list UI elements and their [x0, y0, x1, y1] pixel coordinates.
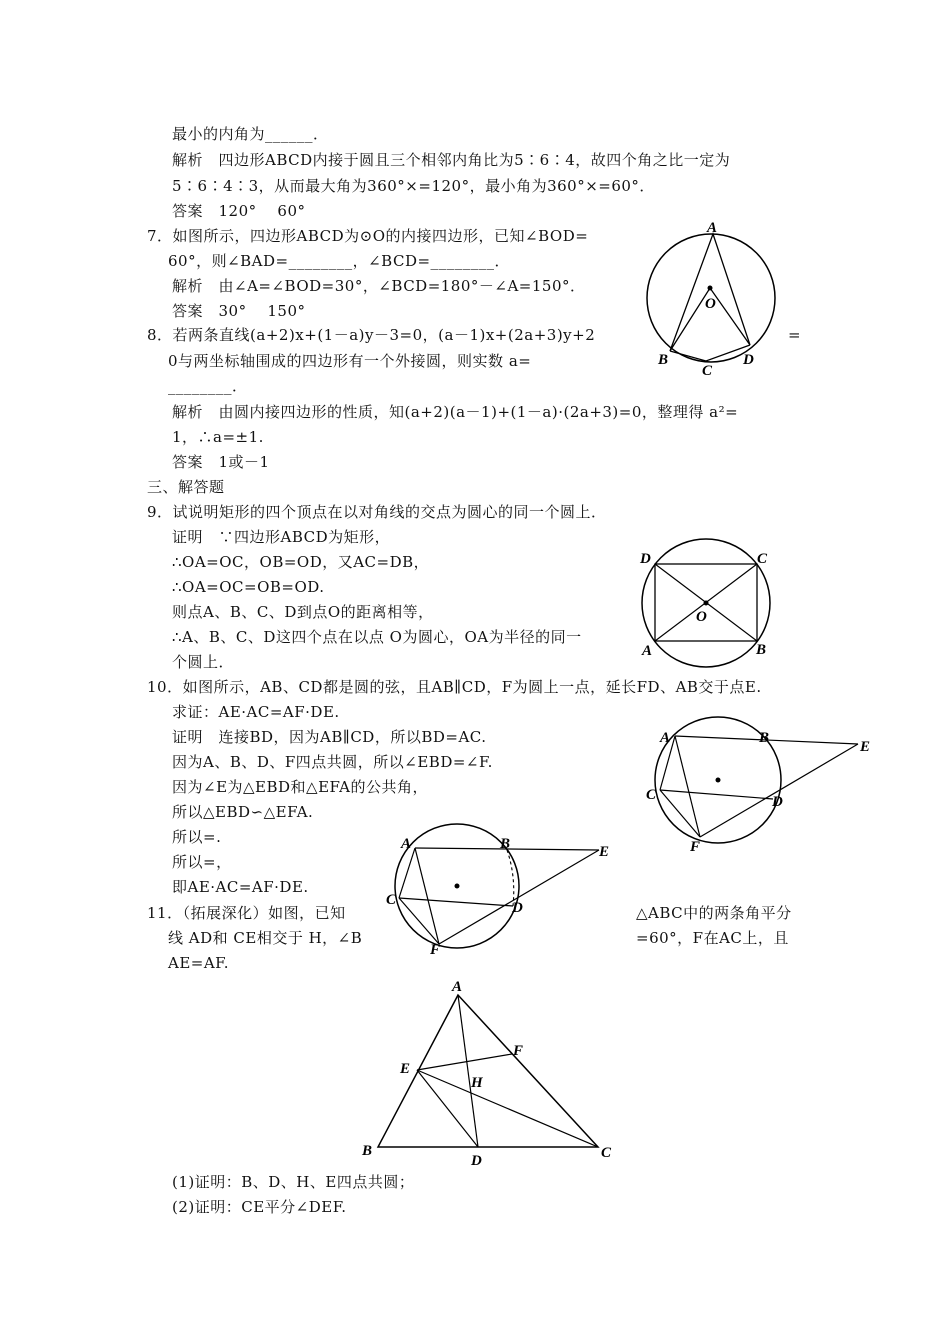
point-label: A [660, 730, 671, 746]
point-label: D [743, 352, 754, 368]
point-label: D [471, 1153, 482, 1169]
text-line: 60°，则∠BAD=________，∠BCD=________． [168, 252, 511, 270]
text-line: 则点A、B、C、D到点O的距离相等， [172, 603, 434, 621]
point-label: B [759, 730, 770, 746]
text-line: 所以△EBD∽△EFA. [172, 803, 314, 821]
text-line: 线 AD和 CE相交于 H，∠B [168, 929, 363, 947]
point-label: O [696, 609, 707, 625]
point-label: D [640, 551, 651, 567]
text-line: ∴OA=OC=OB=OD. [172, 578, 325, 596]
point-label: E [400, 1061, 411, 1077]
point-label: A [642, 643, 653, 659]
text-line: 解析 由∠A=∠BOD=30°，∠BCD=180°－∠A=150°． [172, 277, 586, 295]
text-line: AE=AF. [168, 954, 230, 972]
figure-7-circle-quadrilateral [640, 218, 790, 378]
figure-11-triangle [358, 975, 628, 1170]
point-label: H [471, 1075, 483, 1091]
text-line: 证明 ∵四边形ABCD为矩形， [172, 528, 391, 546]
text-line: 即AE·AC=AF·DE. [172, 878, 309, 896]
point-label: F [690, 839, 701, 855]
problem-7: 7．如图所示，四边形ABCD为⊙O的内接四边形，已知∠BOD= [147, 227, 589, 245]
text-line: (2)证明：CE平分∠DEF. [172, 1198, 347, 1216]
point-label: A [707, 220, 718, 236]
text-line: 解析 由圆内接四边形的性质，知(a+2)(a－1)+(1－a)·(2a+3)=0，整理得 a²= [172, 403, 739, 421]
point-label: F [430, 942, 441, 958]
text-line: 解析 四边形ABCD内接于圆且三个相邻内角比为5∶6∶4，故四个角之比一定为 [172, 151, 731, 169]
point-label: E [599, 844, 610, 860]
point-label: F [513, 1043, 524, 1059]
figure-10-solution-diagram [385, 826, 625, 960]
text-line: 所以=. [172, 828, 222, 846]
text-line: 0与两坐标轴围成的四边形有一个外接圆，则实数 a= [168, 352, 532, 370]
point-label: B [362, 1143, 373, 1159]
text-line: 1，∴a=±1. [172, 428, 264, 446]
text-line: 最小的内角为______． [172, 125, 329, 143]
text-line: 答案 1或－1 [172, 453, 270, 471]
point-label: D [772, 794, 783, 810]
point-label: O [705, 296, 716, 312]
point-label: C [646, 787, 657, 803]
text-line: ________． [168, 377, 248, 395]
text-line: (1)证明：B、D、H、E四点共圆； [172, 1173, 415, 1191]
text-line: = [788, 326, 802, 344]
figure-10-diagram [640, 720, 880, 860]
text-line: 因为∠E为△EBD和△EFA的公共角， [172, 778, 428, 796]
point-label: A [452, 979, 463, 995]
point-label: B [500, 836, 511, 852]
figure-9-rectangle-circle [638, 530, 778, 675]
section-heading: 三、解答题 [147, 478, 225, 496]
point-label: B [658, 352, 669, 368]
problem-8: 8．若两条直线(a+2)x+(1－a)y－3=0，(a－1)x+(2a+3)y+2 [147, 326, 596, 344]
text-line: 证明 连接BD，因为AB∥CD，所以BD=AC. [172, 728, 487, 746]
text-line: 因为A、B、D、F四点共圆，所以∠EBD=∠F. [172, 753, 493, 771]
problem-9: 9．试说明矩形的四个顶点在以对角线的交点为圆心的同一个圆上． [147, 503, 607, 521]
point-label: C [757, 551, 768, 567]
text-line: 答案 30° 150° [172, 302, 306, 320]
problem-11: 11．（拓展深化）如图，已知 [147, 904, 346, 922]
text-line: 5∶6∶4∶3，从而最大角为360°×=120°，最小角为360°×=60°． [172, 177, 655, 195]
problem-10: 10．如图所示，AB、CD都是圆的弦，且AB∥CD，F为圆上一点，延长FD、AB交于点E. [147, 678, 762, 696]
point-label: A [401, 836, 412, 852]
text-line: =60°，F在AC上，且 [636, 929, 789, 947]
text-line: 答案 120° 60° [172, 202, 306, 220]
point-label: D [512, 900, 523, 916]
text-line: 所以=， [172, 853, 232, 871]
text-line: 个圆上． [172, 653, 235, 671]
text-line: △ABC中的两条角平分 [636, 904, 792, 922]
point-label: E [860, 739, 871, 755]
point-label: C [601, 1145, 612, 1161]
point-label: C [386, 892, 397, 908]
point-label: C [702, 363, 713, 379]
text-line: ∴OA=OC，OB=OD，又AC=DB， [172, 553, 430, 571]
text-line: 求证：AE·AC=AF·DE. [172, 703, 340, 721]
text-line: ∴A、B、C、D这四个点在以点 O为圆心，OA为半径的同一 [172, 628, 582, 646]
point-label: B [756, 642, 767, 658]
